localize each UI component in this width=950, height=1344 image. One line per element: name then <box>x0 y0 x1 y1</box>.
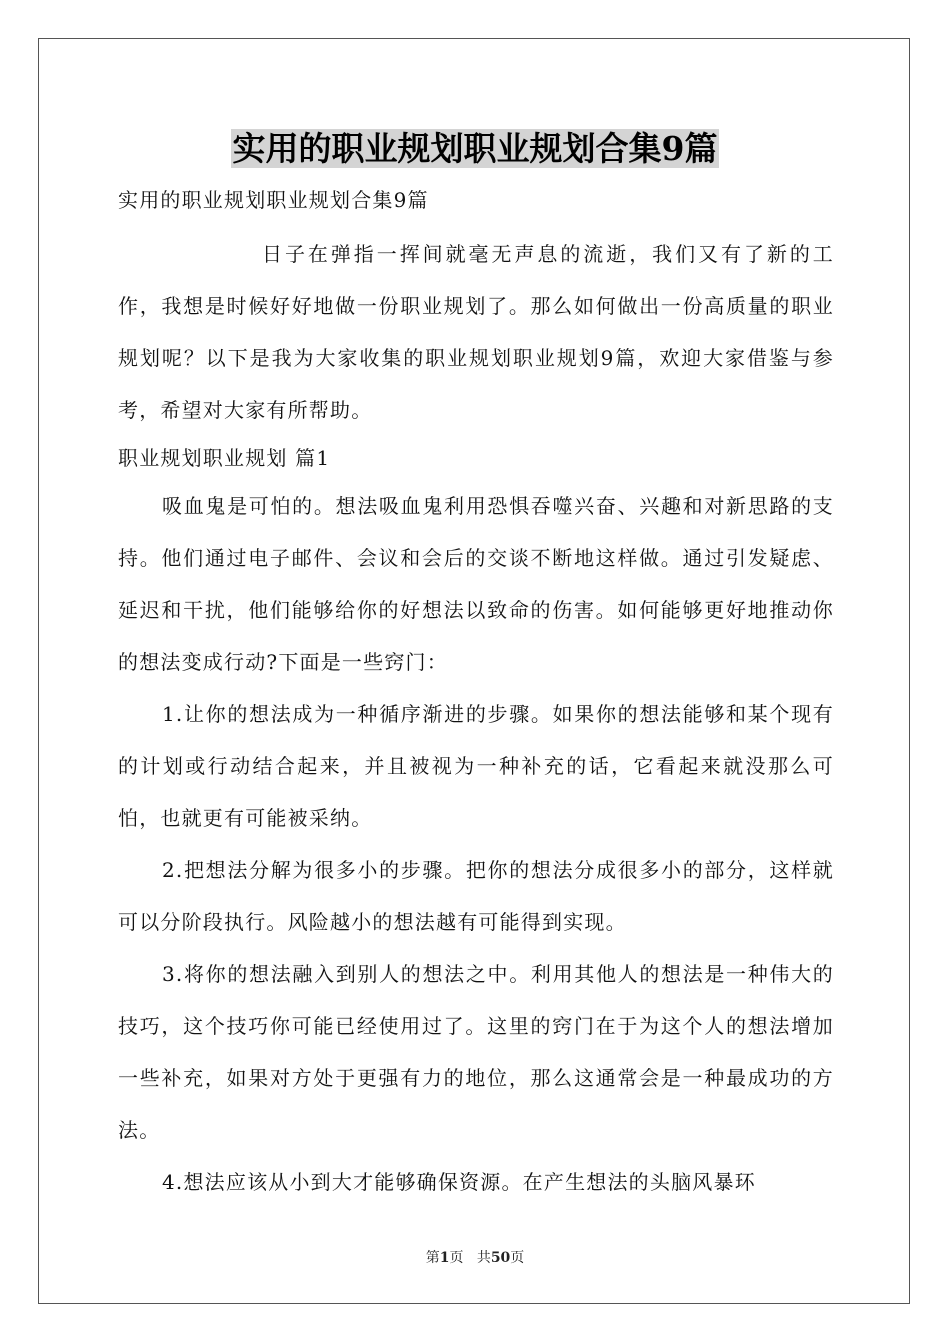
section-heading: 职业规划职业规划 篇1 <box>118 446 331 470</box>
document-body <box>118 228 834 1208</box>
page-suffix: 页 <box>449 1250 464 1266</box>
list-item-2: 2.把想法分解为很多小的步骤。把你的想法分成很多小的部分，这样就可以分阶段执行。风险越小的想法越有可能得到实现。 <box>118 858 834 934</box>
list-item-3: 3.将你的想法融入到别人的想法之中。利用其他人的想法是一种伟大的技巧，这个技巧你可能已经使用过了。这里的窍门在于为这个人的想法增加一些补充，如果对方处于更强有力的地位，那么这通常会是一种最成功的方法。 <box>118 962 834 1142</box>
page-prefix: 第 <box>425 1250 440 1266</box>
intro-paragraph: 日子在弹指一挥间就毫无声息的流逝，我们又有了新的工作，我想是时候好好地做一份职业规划了。那么如何做出一份高质量的职业规划呢？以下是我为大家收集的职业规划职业规划9篇，欢迎大家借鉴与参考，希望对大家有所帮助。 <box>118 242 834 422</box>
total-suffix: 页 <box>510 1250 525 1266</box>
page-number: 1 <box>439 1250 450 1266</box>
document-subtitle: 实用的职业规划职业规划合集9篇 <box>118 188 429 212</box>
document-title-text: 实用的职业规划职业规划合集9篇 <box>232 129 718 168</box>
page-footer <box>0 1247 950 1267</box>
total-pages: 50 <box>490 1250 511 1266</box>
document-title <box>0 128 950 170</box>
list-item-1: 1.让你的想法成为一种循序渐进的步骤。如果你的想法能够和某个现有的计划或行动结合起来，并且被视为一种补充的话，它看起来就没那么可怕，也就更有可能被采纳。 <box>118 702 834 830</box>
total-prefix: 共 <box>476 1250 491 1266</box>
list-item-4: 4.想法应该从小到大才能够确保资源。在产生想法的头脑风暴环 <box>162 1170 756 1194</box>
body-paragraph: 吸血鬼是可怕的。想法吸血鬼利用恐惧吞噬兴奋、兴趣和对新思路的支持。他们通过电子邮件、会议和会后的交谈不断地这样做。通过引发疑虑、延迟和干扰，他们能够给你的好想法以致命的伤害。如何能够更好地推动你的想法变成行动?下面是一些窍门： <box>118 494 834 674</box>
